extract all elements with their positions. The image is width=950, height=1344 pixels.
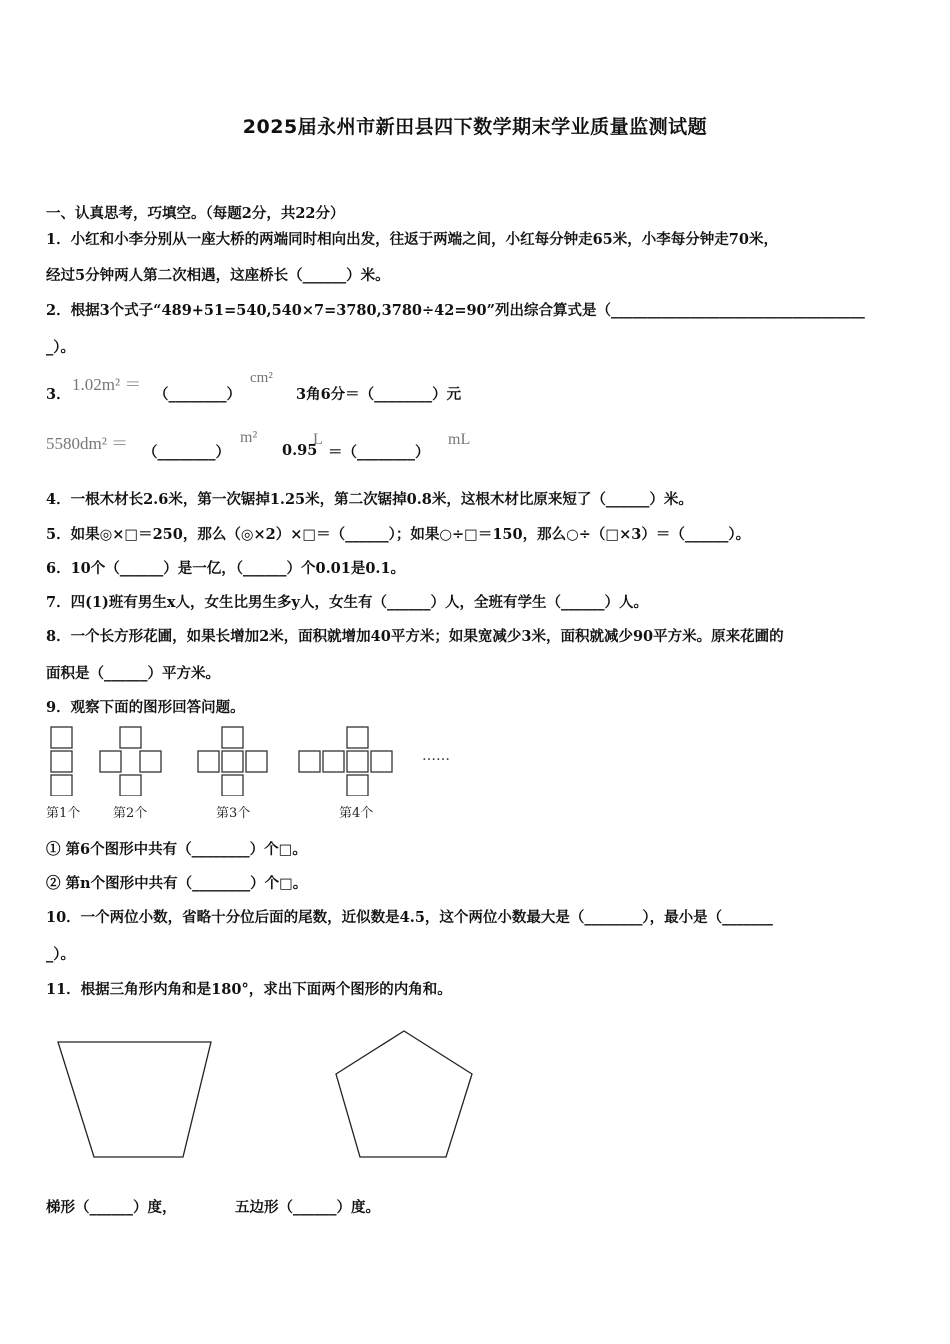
pattern-square [222,775,243,796]
pattern-square [140,751,161,772]
pattern-square [347,751,368,772]
section-heading: 一、认真思考，巧填空。（每题2分，共22分） [46,205,345,222]
angle-sum-shapes [40,1025,490,1170]
question-3-unit-a: cm² [250,370,273,386]
question-2-line-1: 2．根据3个式子“489+51=540,540×7=3780,3780÷42=90”列出综合算式是（___________________________________ [46,302,865,319]
pattern-square [198,751,219,772]
trapezoid-shape [58,1042,211,1157]
question-2-line-2: _）。 [46,339,75,356]
question-9-sub-1: ① 第6个图形中共有（________）个□。 [46,841,307,858]
question-9: 9．观察下面的图形回答问题。 [46,699,245,716]
question-3-unit-c: m² [240,429,258,446]
question-10-line-2: _）。 [46,946,75,963]
question-3-num-d: 0.95 [282,442,318,459]
question-9-sub-2: ② 第n个图形中共有（________）个□。 [46,875,308,892]
question-6: 6．10个（______）是一亿，（______）个0.01是0.1。 [46,560,406,577]
figure-label-2: 第2个 [113,806,148,821]
question-3-part-b: 3角6分＝（________）元 [296,386,462,403]
pattern-square [120,727,141,748]
question-3-unit-d2: mL [448,431,471,448]
pattern-square [299,751,320,772]
trapezoid-answer: 梯形（______）度， [46,1199,177,1216]
pattern-square [246,751,267,772]
question-1-line-2: 经过5分钟两人第二次相遇，这座桥长（______）米。 [46,267,390,284]
question-3-blank-c: （________） [143,444,230,461]
pattern-square [120,775,141,796]
pattern-square [347,775,368,796]
question-11: 11．根据三角形内角和是180°，求出下面两个图形的内角和。 [46,981,452,998]
question-3-expr-c: 5580dm² ＝ [46,434,129,453]
question-4: 4．一根木材长2.6米，第一次锯掉1.25米，第二次锯掉0.8米，这根木材比原来短了（______）米。 [46,491,693,508]
question-3-expr-a: 1.02m² ＝ [72,375,142,394]
pattern-square [222,727,243,748]
question-5: 5．如果◎×□＝250，那么（◎×2）×□＝（______）；如果○÷□＝150，那么○÷（□×3）＝（______）。 [46,526,751,543]
question-10-line-1: 10．一个两位小数，省略十分位后面的尾数，近似数是4.5，这个两位小数最大是（________），最小是（_______ [46,909,773,926]
pattern-square [51,727,72,748]
question-3-number: 3． [46,386,71,403]
figure-label-1: 第1个 [46,806,81,821]
pattern-square [371,751,392,772]
pentagon-shape [336,1031,472,1157]
pattern-square [222,751,243,772]
question-8-line-1: 8．一个长方形花圃，如果长增加2米，面积就增加40平方米；如果宽减少3米，面积就减少90平方米。原来花圃的 [46,628,784,645]
pentagon-answer: 五边形（______）度。 [235,1199,380,1216]
question-3-blank-a: （________） [154,386,241,403]
square-pattern-figures [0,722,480,796]
figure-label-3: 第3个 [216,806,251,821]
pattern-ellipsis: …… [422,748,450,764]
pattern-square [347,727,368,748]
pattern-square [100,751,121,772]
pattern-square [51,751,72,772]
question-7: 7．四(1)班有男生x人，女生比男生多y人，女生有（______）人，全班有学生（______）人。 [46,594,648,611]
figure-label-4: 第4个 [339,806,374,821]
question-8-line-2: 面积是（______）平方米。 [46,665,220,682]
pattern-square [51,775,72,796]
pattern-square [323,751,344,772]
question-3-blank-d: ＝（________） [328,444,430,461]
question-1-line-1: 1．小红和小李分别从一座大桥的两端同时相向出发，往返于两端之间，小红每分钟走65米，小李每分钟走70米， [46,231,778,248]
question-3-unit-d1: L [313,431,323,448]
page-title: 2025届永州市新田县四下数学期末学业质量监测试题 [242,116,708,138]
